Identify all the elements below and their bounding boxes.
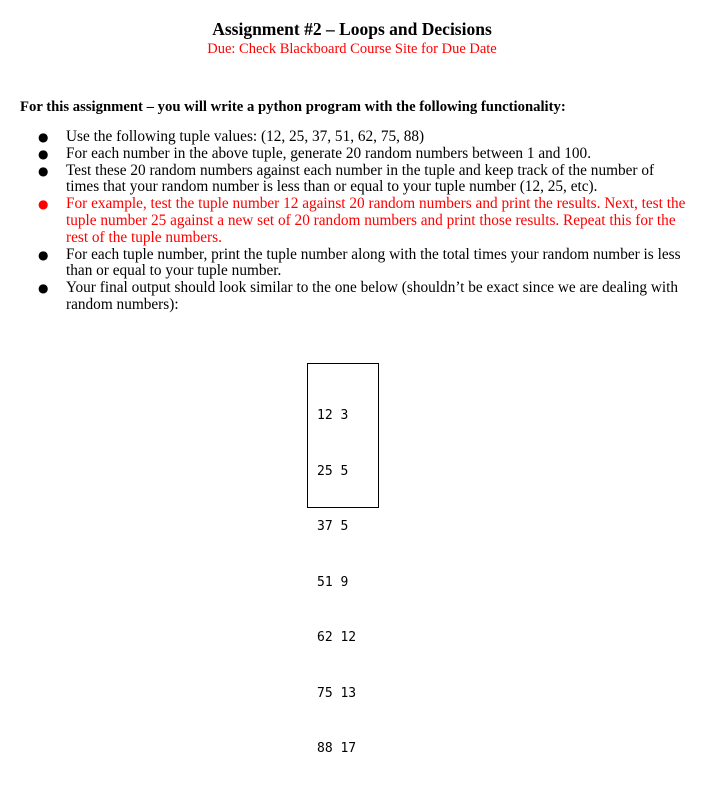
requirement-item: [0, 129, 704, 146]
bullet-icon: ●: [38, 146, 49, 161]
requirement-text: Your final output should look similar to the one below (shouldn’t be exact since we are dealing with random numbers):: [66, 279, 679, 313]
bullet-icon: ●: [38, 247, 49, 262]
requirement-text-highlighted: For example, test the tuple number 12 against 20 random numbers and print the results. Next, test the tuple number 25 against a new set of 20 random numbers and print those results. Repeat this for the rest of the tuple numbers.: [66, 195, 686, 246]
requirement-item: [0, 163, 704, 197]
bullet-icon: ●: [38, 130, 49, 144]
bullet-icon: ●: [38, 197, 49, 212]
output-line: 62 12: [317, 630, 357, 645]
output-line: 51 9: [317, 574, 349, 590]
bullet-icon: ●: [38, 281, 49, 296]
requirement-item: [0, 247, 704, 281]
output-line: 25 5: [317, 463, 349, 479]
due-date-note: Due: Check Blackboard Course Site for Due Date: [207, 41, 497, 57]
requirement-text: Test these 20 random numbers against each number in the tuple and keep track of the number of times that your random number is less than or equal to your tuple number (12, 25, etc).: [66, 161, 655, 196]
sample-output-box: [307, 363, 379, 756]
requirement-text: For each tuple number, print the tuple number along with the total times your random number is less than or equal to your tuple number.: [66, 245, 681, 280]
output-line: 12 3: [317, 408, 349, 423]
requirement-item: [0, 196, 704, 246]
output-line: 75 13: [317, 685, 357, 701]
requirement-text: Use the following tuple values: (12, 25, 37, 51, 62, 75, 88): [66, 128, 425, 145]
requirement-item: [0, 280, 704, 314]
sample-output-lines: [317, 370, 364, 796]
output-line: 37 5: [317, 519, 349, 534]
bullet-icon: ●: [38, 163, 49, 178]
requirements-list: [0, 129, 704, 314]
requirement-text: For each number in the above tuple, generate 20 random numbers between 1 and 100.: [66, 144, 592, 162]
output-line: 88 17: [317, 741, 357, 756]
assignment-title: Assignment #2 – Loops and Decisions: [212, 19, 492, 39]
requirement-item: [0, 146, 704, 163]
intro-heading: For this assignment – you will write a python program with the following functionality:: [20, 99, 566, 115]
